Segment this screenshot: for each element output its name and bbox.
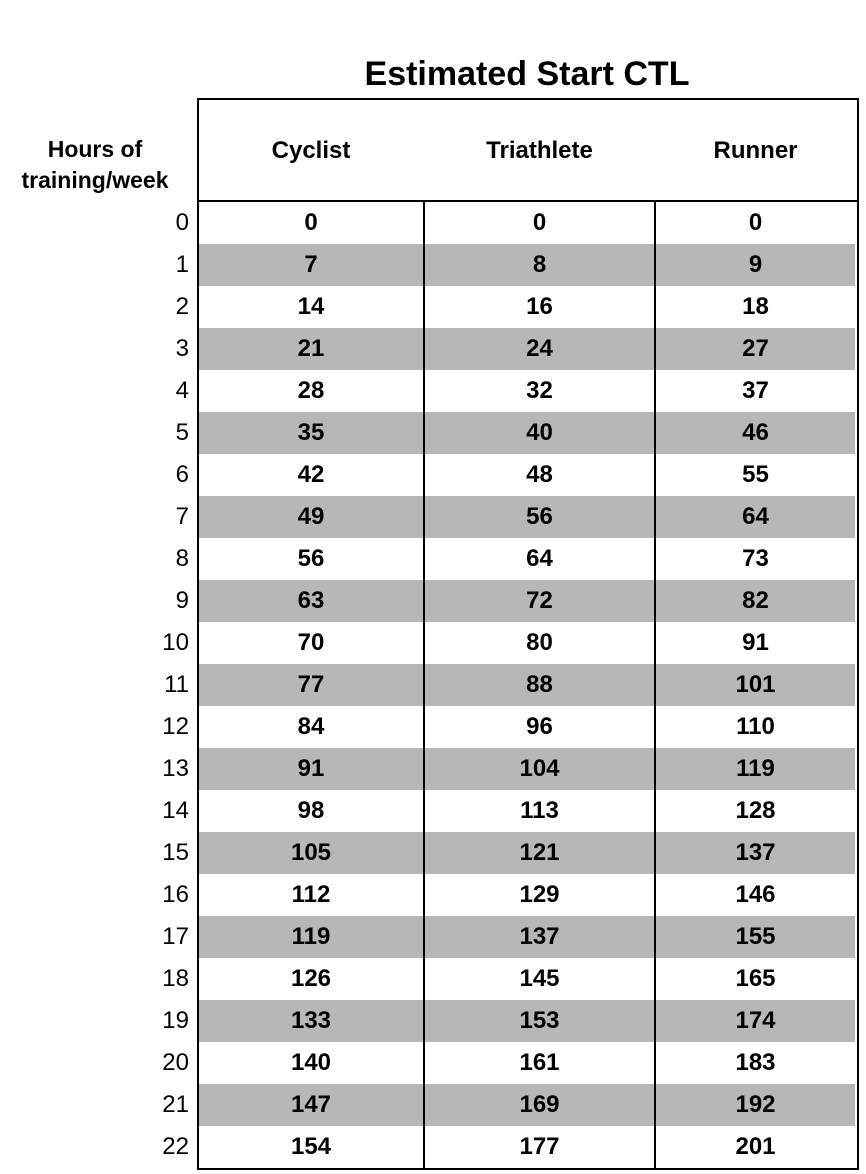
cell-runner: 18 [742,293,769,320]
cell-runner: 37 [742,377,769,404]
cell-triathlete: 96 [526,713,553,740]
cell-runner: 146 [735,881,776,908]
row-label: 8 [175,545,189,572]
cell-cyclist: 112 [291,881,331,908]
cell-cyclist: 35 [297,419,325,446]
cell-runner: 201 [735,1133,776,1160]
cell-runner: 128 [735,797,776,824]
cell-triathlete: 16 [526,293,553,320]
row-label: 18 [162,965,189,992]
cell-triathlete: 177 [519,1133,560,1160]
column-header-triathlete: Triathlete [486,137,593,164]
cell-runner: 64 [742,503,769,530]
row-label: 17 [162,923,189,950]
cell-triathlete: 153 [519,1007,560,1034]
cell-triathlete: 8 [532,251,547,278]
cell-triathlete: 80 [526,629,553,656]
cell-runner: 82 [742,587,769,614]
cell-cyclist: 105 [290,839,332,866]
row-header [0,134,190,196]
cell-cyclist: 56 [297,545,325,572]
cell-runner: 0 [748,209,763,236]
cell-runner: 46 [742,419,769,446]
cell-cyclist: 133 [290,1007,332,1034]
cell-runner: 55 [742,461,769,488]
cell-triathlete: 64 [526,545,553,572]
cell-triathlete: 121 [519,839,560,866]
row-label: 6 [175,461,189,488]
row-label: 13 [162,755,189,782]
cell-triathlete: 137 [519,923,560,950]
row-label: 20 [162,1049,189,1076]
cell-cyclist: 7 [304,251,318,278]
cell-cyclist: 63 [297,587,325,614]
row-label: 10 [162,629,189,656]
cell-runner: 110 [736,713,775,740]
cell-cyclist: 98 [297,797,325,824]
cell-cyclist: 84 [297,713,325,740]
cell-runner: 137 [735,839,776,866]
cell-triathlete: 88 [526,671,553,698]
cell-triathlete: 113 [520,797,559,824]
row-label: 3 [175,335,189,362]
cell-cyclist: 42 [297,461,325,488]
cell-triathlete: 56 [526,503,553,530]
cell-cyclist: 140 [290,1049,332,1076]
cell-triathlete: 48 [526,461,553,488]
row-label: 19 [162,1007,189,1034]
cell-cyclist: 119 [291,923,331,950]
cell-triathlete: 24 [526,335,553,362]
cell-cyclist: 49 [297,503,325,530]
cell-cyclist: 21 [297,335,325,362]
cell-triathlete: 40 [526,419,553,446]
column-header-cyclist: Cyclist [271,137,351,164]
row-header-line-2: training/week [21,167,169,193]
row-label: 15 [162,839,189,866]
row-label: 0 [175,209,189,236]
cell-cyclist: 0 [304,209,318,236]
cell-runner: 27 [742,335,769,362]
cell-cyclist: 154 [290,1133,332,1160]
cell-triathlete: 161 [519,1049,560,1076]
row-label: 7 [175,503,189,530]
row-label: 12 [162,713,189,740]
cell-runner: 101 [735,671,776,698]
cell-runner: 192 [735,1091,776,1118]
cell-triathlete: 169 [519,1091,560,1118]
cell-cyclist: 14 [297,293,325,320]
cell-runner: 183 [735,1049,776,1076]
row-label: 21 [162,1091,189,1118]
cell-triathlete: 129 [519,881,560,908]
cell-triathlete: 104 [519,755,560,782]
cell-cyclist: 28 [297,377,325,404]
cell-runner: 73 [742,545,769,572]
cell-runner: 91 [742,629,769,656]
cell-runner: 119 [736,755,775,782]
table-title: Estimated Start CTL [364,55,690,93]
row-label: 11 [164,671,189,698]
row-header-line-1: Hours of [47,136,143,162]
cell-runner: 9 [748,251,763,278]
row-label: 1 [175,251,189,278]
cell-triathlete: 72 [526,587,553,614]
row-label: 4 [175,377,189,404]
cell-triathlete: 0 [532,209,547,236]
row-label: 14 [162,797,189,824]
cell-cyclist: 147 [290,1091,332,1118]
cell-cyclist: 91 [297,755,325,782]
cell-cyclist: 70 [297,629,325,656]
cell-runner: 174 [735,1007,776,1034]
row-label: 22 [162,1133,189,1160]
cell-triathlete: 145 [519,965,560,992]
cell-cyclist: 126 [290,965,332,992]
column-header-runner: Runner [713,137,798,164]
row-label: 5 [175,419,189,446]
cell-runner: 155 [735,923,776,950]
cell-runner: 165 [735,965,776,992]
row-label: 2 [175,293,189,320]
cell-triathlete: 32 [526,377,553,404]
row-label: 16 [162,881,189,908]
row-label: 9 [175,587,189,614]
cell-cyclist: 77 [297,671,325,698]
